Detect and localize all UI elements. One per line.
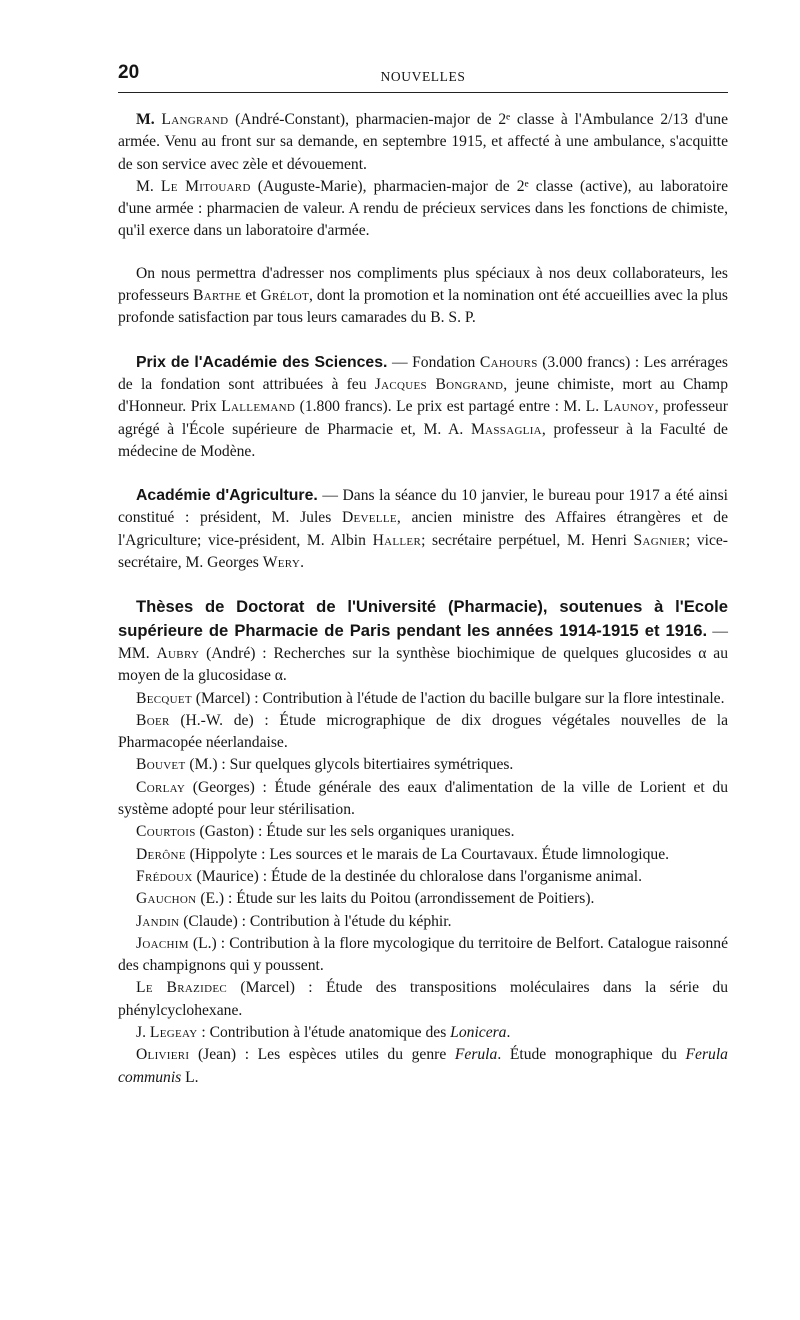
section-heading: Prix de l'Académie des Sciences. bbox=[136, 353, 388, 371]
person-name: Olivieri bbox=[136, 1046, 190, 1064]
paragraph-academie-agriculture bbox=[118, 485, 728, 574]
species-name: Ferula communis bbox=[118, 1046, 728, 1086]
person-name: Jacques Bongrand bbox=[374, 375, 504, 393]
text-run: , professeur agrégé à l'École supérieure de Pharmacie et, M. A. bbox=[118, 398, 729, 438]
thesis-text: (Maurice) : Étude de la destinée du chloralose dans l'organisme animal. bbox=[192, 867, 643, 885]
paragraph-text: (André-Constant), pharmacien-major de 2ᵉ classe à l'Ambulance 2/13 d'une armée. Venu au front sur sa demande, en septembre 1915, et affecté à une ambulance, s'acquitte de son service avec zèle et dévouement. bbox=[118, 111, 728, 173]
thesis-entry bbox=[118, 821, 728, 843]
thesis-text: (L.) : Contribution à la flore mycologique du territoire de Belfort. Catalogue raisonné des champignons qui y poussent. bbox=[118, 934, 728, 975]
page-number: 20 bbox=[118, 62, 140, 83]
text-run: (André) : Recherches sur la synthèse biochimique de quelques glucosides α au moyen de la glucosidase α. bbox=[118, 644, 728, 685]
text-run: . bbox=[300, 554, 304, 572]
text-run: et bbox=[241, 287, 261, 305]
section-heading: Académie d'Agriculture. bbox=[136, 487, 318, 505]
text-run: . Étude monographique du bbox=[497, 1046, 686, 1064]
thesis-text: (M.) : Sur quelques glycols bitertiaires symétriques. bbox=[185, 756, 514, 774]
thesis-entry bbox=[118, 688, 728, 710]
thesis-text: (Gaston) : Étude sur les sels organiques uraniques. bbox=[195, 823, 515, 841]
paragraph-langrand bbox=[118, 109, 728, 176]
person-name: Courtois bbox=[136, 823, 196, 841]
initial: J. bbox=[136, 1023, 150, 1041]
text-run: (3.000 francs) : Les arrérages de la fondation sont attribuées à feu bbox=[118, 353, 728, 393]
honorific: M. bbox=[136, 177, 154, 195]
thesis-text: (Hippolyte : Les sources et le marais de La Courtavaux. Étude limnologique. bbox=[185, 845, 670, 863]
text-run: — MM. bbox=[118, 622, 728, 662]
person-name: Legeay bbox=[149, 1023, 198, 1041]
person-name: Langrand bbox=[161, 111, 229, 128]
honorific: M. bbox=[136, 111, 155, 128]
paragraph-text: (Auguste-Marie), pharmacien-major de 2ᵉ classe (active), au laboratoire d'une armée : pharmacien de valeur. A rendu de précieux services dans les fonctions de chimiste, qu'il exerce dans un laboratoire d'armée. bbox=[118, 177, 728, 240]
person-name: Derône bbox=[136, 845, 186, 863]
person-name: Bouvet bbox=[136, 756, 186, 774]
person-name: Jandin bbox=[136, 912, 180, 930]
person-name: Aubry bbox=[156, 644, 200, 662]
thesis-entry bbox=[118, 754, 728, 776]
person-name: Frédoux bbox=[136, 867, 193, 885]
running-title: NOUVELLES bbox=[380, 69, 466, 84]
thesis-entry bbox=[118, 1044, 728, 1089]
person-name: Boer bbox=[136, 711, 170, 729]
thesis-entry bbox=[118, 933, 728, 978]
thesis-entry bbox=[118, 777, 728, 822]
thesis-entry bbox=[118, 977, 728, 1022]
text-run: , jeune chimiste, mort au Champ d'Honneur. Prix bbox=[118, 375, 728, 416]
person-name: Le Brazidec bbox=[136, 979, 227, 997]
section-heading: Thèses de Doctorat de l'Université (Pharmacie), soutenues à l'Ecole supérieure de Pharmacie de Paris pendant les années 1914-1915 et 1916. bbox=[118, 597, 728, 640]
person-name: Grélot bbox=[260, 287, 309, 305]
thesis-entry bbox=[118, 710, 728, 755]
header-rule bbox=[118, 92, 728, 93]
thesis-text: (Marcel) : Étude des transpositions moléculaires dans la série du phénylcyclohexane. bbox=[118, 979, 728, 1019]
person-name: Launoy bbox=[603, 398, 655, 416]
person-name: Cahours bbox=[479, 353, 538, 371]
paragraph-compliments bbox=[118, 263, 728, 330]
text-run: On nous permettra d'adresser nos compliments plus spéciaux à nos deux collaborateurs, les professeurs bbox=[118, 264, 728, 305]
thesis-text: (Claude) : Contribution à l'étude du képhir. bbox=[179, 912, 452, 930]
genus-name: Lonicera bbox=[450, 1023, 507, 1041]
thesis-entry bbox=[118, 1022, 728, 1044]
text-run: ; vice-secrétaire, M. Georges bbox=[118, 531, 728, 572]
thesis-text: (Georges) : Étude générale des eaux d'alimentation de la ville de Lorient et du système adopté pour leur stérilisation. bbox=[118, 778, 728, 819]
person-name: Develle bbox=[341, 509, 397, 527]
person-name: Becquet bbox=[136, 689, 192, 707]
thesis-text: (Marcel) : Contribution à l'étude de l'action du bacille bulgare sur la flore intestinale. bbox=[191, 689, 725, 707]
page-header bbox=[118, 58, 728, 88]
text-run: , dont la promotion et la nomination ont été accueillies avec la plus profonde satisfaction par tous leurs camarades du B. S. P. bbox=[118, 287, 728, 327]
text-run: , ancien ministre des Affaires étrangères et de l'Agriculture; vice-président, M. Albin bbox=[118, 509, 728, 549]
text-run: — Fondation bbox=[387, 353, 480, 371]
thesis-text: (H.-W. de) : Étude micrographique de dix drogues végétales nouvelles de la Pharmacopée néerlandaise. bbox=[118, 711, 728, 752]
paragraph-academie-sciences bbox=[118, 352, 728, 463]
genus-name: Ferula bbox=[454, 1046, 498, 1064]
person-name: Barthe bbox=[193, 287, 242, 305]
person-name: Wery bbox=[262, 554, 301, 572]
person-name: Massaglia bbox=[470, 420, 542, 438]
person-name: Corlay bbox=[136, 778, 186, 796]
text-run: , professeur à la Faculté de médecine de Modène. bbox=[118, 420, 728, 460]
thesis-entry bbox=[118, 888, 728, 910]
paragraph-le-mitouard bbox=[118, 176, 728, 243]
person-name: Sagnier bbox=[633, 531, 686, 549]
document-page bbox=[118, 58, 728, 1089]
text-run: . bbox=[506, 1023, 511, 1041]
thesis-text: : Contribution à l'étude anatomique des bbox=[197, 1023, 451, 1041]
thesis-text: (E.) : Étude sur les laits du Poitou (arrondissement de Poitiers). bbox=[196, 890, 595, 908]
text-run: (1.800 francs). Le prix est partagé entre : M. L. bbox=[295, 398, 604, 416]
paragraph-theses bbox=[118, 596, 728, 687]
person-name: Haller bbox=[372, 531, 422, 549]
text-run: ; secrétaire perpétuel, M. Henri bbox=[421, 531, 634, 549]
person-name: Le Mitouard bbox=[160, 177, 251, 195]
text-run: L. bbox=[181, 1068, 199, 1086]
person-name: Lallemand bbox=[221, 398, 296, 416]
thesis-entry bbox=[118, 844, 728, 866]
person-name: Gauchon bbox=[136, 890, 197, 908]
person-name: Joachim bbox=[136, 934, 189, 952]
text-run: — Dans la séance du 10 janvier, le bureau pour 1917 a été ainsi constitué : président, M. Jules bbox=[118, 487, 729, 527]
thesis-entry bbox=[118, 866, 728, 888]
thesis-text: (Jean) : Les espèces utiles du genre bbox=[189, 1046, 455, 1064]
thesis-entry bbox=[118, 911, 728, 933]
